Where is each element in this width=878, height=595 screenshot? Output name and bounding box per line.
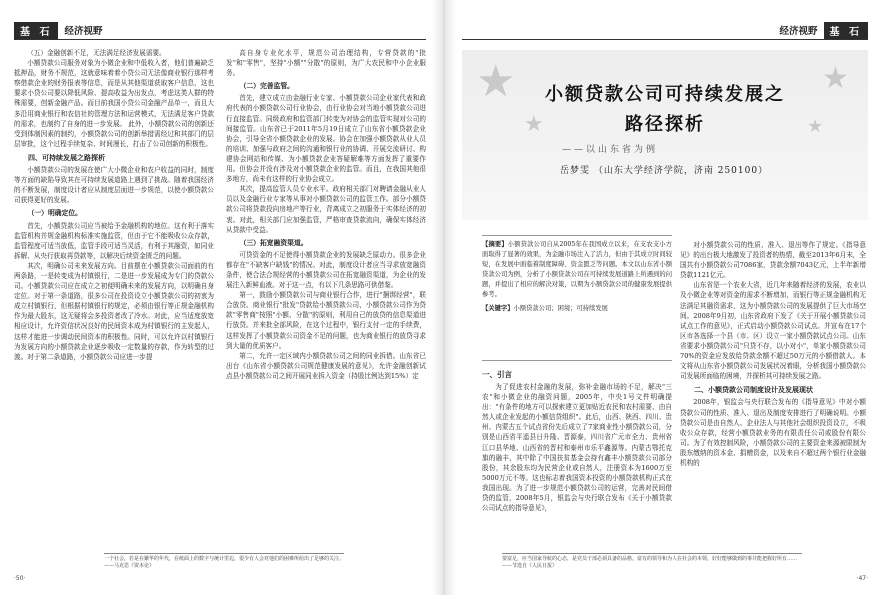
section-heading: 一、引言 bbox=[482, 370, 512, 379]
left-running-header bbox=[14, 22, 109, 38]
star-decoration-icon: ★ bbox=[476, 56, 516, 107]
keywords-body: 小额贷款公司；困境；可持续发展 bbox=[513, 305, 608, 312]
paragraph: 为了促进农村金融的发展，弥补金融市场的不足，解决"三农"和小微企业的融资问题，2005年，中央1号文件明确提出："有条件的地方可以探索建立更加贴近农民和农村需要、由自然人或企业发起的小额信贷组织"。此后，山西、陕西、四川、贵州、内蒙古五个试点省份先后成立了7家商业性小额贷款公司，分别是山西省平遥县日升隆、晋源泰，四川省广元市全力、贵州省江口县华地、山西省的晋村和泰州市乐平鑫源等。内蒙古鄂托克旗的融丰，其中除了中国扶贫基金会持有鑫丰小额贷款公司部分股份，其余股东均为民营企业或自然人，注册资本为1600万至5000万元不等。这也标志着我国资本投资的小额贷款机构正式在我国出现。为了进一步规范小额贷款公司的运营，完善对民间借贷的监管，2008年5月，银监会与央行联合发布《关于小额贷款公司试点的指导意见》， bbox=[482, 383, 672, 513]
paragraph: 首先，建立成立由金融行业专家、小额贷款公司企业家代表和政府代表的小额贷款公司行业协会，由行业协会对当地小额贷款公司进行直接监管。同级政府和监管部门转变为对协会的监管实现对公司的间接监管。山东省已于2011年5月19日成立了山东省小额贷款企业协会，引导全省小额贷款企业的发展。协会在加强小额贷款从业人员的培训、加强与政府之间的沟通和银行业的协调、开展交流研讨、构建协会网站和传媒、为小额贷款企业答疑解难等方面发挥了重要作用。但协会并没有涉及对小额贷款企业的监管。而且，在我国其他很多地方，尚未有这样的行业协会成立。 bbox=[226, 94, 426, 184]
right-page bbox=[462, 22, 868, 584]
abstract-body: 小额贷款公司自从2005年在我国成立以来，在支农支小方面取得了显著的效果，为金融市场注入了活力，但由于其成立时间较短，在发展中面临着制度障碍、资金匮乏等问题。本文以山东省小额贷款公司为例，分析了小额贷款公司在可持续发展道路上所遇到的问题，并提出了相应的解决对策，以期为小额贷款公司的健康发展提供参考。 bbox=[482, 241, 673, 298]
subsection-heading: （一）明确定位。 bbox=[27, 209, 82, 218]
paragraph: 对小额贷款公司的性质、准入、退出等作了规定。《指导意见》的出台极大地激发了投资者的热情，截至2013年6月末，全国共有小额贷款公司7086家，贷款余额7043亿元，上半年新增贷款1121亿元。 bbox=[680, 241, 866, 280]
header-rule bbox=[462, 39, 868, 40]
left-column-1 bbox=[14, 48, 214, 553]
abstract-rule bbox=[482, 360, 672, 361]
right-column-2 bbox=[680, 240, 866, 555]
column-label: 经济视野 bbox=[779, 26, 818, 37]
keywords bbox=[482, 304, 672, 314]
book-gutter bbox=[432, 0, 456, 595]
right-column-1 bbox=[482, 382, 672, 554]
title-line: 小额贷款公司可持续发展之 bbox=[545, 84, 785, 105]
abstract-block bbox=[482, 240, 672, 314]
column-label: 经济视野 bbox=[64, 26, 103, 37]
paragraph: 首先，小额贷款公司应当被给予金融机构的地位。这有利于落实监管机构并规金融机构标准实施监管，但由于它不能吸收公众存款，监管程度可适当放低，监管手段可适当灵活，有利于其融资，如同业拆解、从央行获取再贷款等，以解决后续资金匮乏的问题。 bbox=[14, 221, 214, 260]
header-rule bbox=[14, 39, 426, 40]
paragraph: 小额贷款公司服务对象为小微企业和中低收入者，他们普遍缺乏抵押品，财务不规范，这就意味着着小贷公司无法像商业银行那样考察借款企业的财务报表等信息，而是从其他渠道获取客户信息，这也要求小贷公司要以降低风险、提高收益为出发点，考虑这类人群的特殊需要，创新金融产品。而目前我国小贷公司金融产品单一，而且大多沿用商业银行和农信社的管理方法和运营模式，无法满足客户贷款的需求，也制约了自身的进一步发展。 此外，小额贷款公司的创新还受到体制因素的制约，小额贷款公司的创新举措需经过和其部门的层层审批，这个过程手续复杂、时间漫长，打击了公司创新的积极性。 bbox=[14, 59, 214, 148]
paragraph: 其次，提高监管人员专业水平。政府相关部门对聘请金融从业人员以及金融行业专家等从事对小额贷款公司的监管工作。部分小额贷款公司将贷款投向房地产等行业，背离成立之初服务于实体经济的初衷。对此，相关部门应加强监管，严格审查贷款流向，确保实体经济从贷款中受益。 bbox=[226, 185, 426, 234]
subsection-heading: （二）完善监管。 bbox=[239, 82, 294, 91]
paragraph: 高自身专业化水平，规范公司治理结构，专营贷款的"批发"和"零售"，坚持"小额""分散"的原则，为广大农民和中小企业服务。 bbox=[226, 49, 426, 78]
paragraph: 山东省是一个农业大省，近几年来随着经济的发展，农业以及小微企业等对资金的需求不断增加，而银行等正规金融机构无法满足其融资需求，这为小额贷款公司的发展提供了巨大市场空间。2008年9月初，山东省政府下发了《关于开展小额贷款公司试点工作的意见》，正式启动小额贷款公司试点。并宣布在17个区市各选择一个县（市、区）设立一家小额贷款试点公司。山东省要求小额贷款公司"只贷不存，以小对小"，单家小额贷款公司70%的资金应发放给贷款余额不超过50万元的小额借款人。本文将从山东省小额贷款公司发展状况着眼，分析我国小额贷款公司发展所面临的困境，并探析其可持续发展之路。 bbox=[680, 281, 866, 381]
paragraph: 可贷资金的不足使得小额贷款企业的发展缺乏原动力。很多企业都存在"不缺客户缺钱"的情况。对此，制度设计者应当寻求放宽融资条件，使合法合规经营的小额贷款公司在拓宽融资渠道，为企业的发展注入新鲜血液。对于这一点，有以下几条思路可供借鉴。 bbox=[226, 250, 426, 290]
right-running-header bbox=[774, 22, 869, 38]
page-number: ·50· bbox=[14, 575, 26, 582]
section-heading: 二、小额贷款公司制度设计及发展现状 bbox=[694, 386, 813, 395]
keywords-label: 【关键字】 bbox=[482, 305, 514, 312]
left-page bbox=[14, 22, 426, 584]
paragraph: 小额贷款公司的发展在使广大小微企业和农户收益的同时，制度等方面的缺陷导致其在可持续发展道路上遇到了挑战。随着我国经济的不断发展，制度设计者应从制度层面进一步规范，以使小额贷款公司获得更好的发展。 bbox=[14, 166, 214, 205]
author-line: 岳梦雯 （山东大学经济学院，济南 250100） bbox=[560, 166, 769, 176]
abstract-text bbox=[482, 240, 672, 300]
right-footnote: 要富足，应当国家导航的心态，是党员干部必须具备的品格。富有的领导和为人在社会的本领，好好能够做到的事并能把握好所有……——节选自《人民日报》 bbox=[502, 553, 802, 570]
left-columns bbox=[14, 48, 426, 553]
left-footnote: 一个社会，若是在繁华的年代，在纸面上的数字与统计里边，很少有人会对他们的困难所给出了足够的关注。——马克思《资本论》 bbox=[104, 553, 344, 570]
article-title bbox=[462, 80, 868, 140]
column-badge: 基 石 bbox=[824, 22, 868, 39]
article-subtitle: ——以山东省为例 bbox=[562, 145, 659, 155]
abstract-rule bbox=[482, 235, 672, 236]
star-decoration-icon: ★ bbox=[524, 112, 544, 137]
star-decoration-icon: ★ bbox=[807, 116, 824, 137]
paragraph: （五）金融创新不足，无法满足经济发展需要。 bbox=[27, 49, 166, 57]
abstract-label: 【摘要】 bbox=[482, 241, 508, 248]
paragraph: 第一，鼓励小额贷款公司与商业银行合作，进行"捆绑经营"，联合放贷。商业银行"批发"贷款给小额贷款公司，小额贷款公司作为贷款"零售商"按照"小额、分散"的原则，利用自己的放贷的信息渠道进行放贷。并来批全部风险，在这个过程中，银行支付一定的手续费，这样发挥了小额贷款公司资金不足的问题，也为商业银行的放贷寻求到大量的优质客户。 bbox=[226, 291, 426, 350]
page-number: ·47· bbox=[856, 575, 868, 582]
paragraph: 其次，明确公司未来发展方向。目前摆在小额贷款公司面前的有两条路，一是转变成为村镇银行，二是进一步发展成为专门的贷款公司。小额贷款公司应在成立之初便明确未来的发展方向，以明确自身定位。对于第一条道路，很多公司在投资设立小额贷款公司的初衷为成立村镇银行，但根据村镇银行的规定，必须由银行等正规金融机构作为最大股东，这无疑将会多投资者改了冷水。对此，应当适度放宽相应设计，允许资信状况良好的民间资本成为村镇银行的主发起人，这样才能进一步调动民间资本的积极性。同时，可以允许以村镇银行为发展方向的小额贷款企业逐步吸收一定数量的存款，作为转型的过渡。对于第二条道路，小额贷款公司应进一步提 bbox=[14, 261, 214, 361]
paragraph: 2008年，银监会与央行联合发布的《指导意见》中对小额贷款公司的性质、准入、退出及制度安排进行了明确说明。小额贷款公司是由自然人、企业法人与其他社会组织投资设立，不吸收公众存款，经营小额贷款业务的有限责任公司或股份有限公司。为了有效控制风险，小额贷款公司的主要资金来源被限制为股东缴纳的资本金、捐赠资金，以及来自不超过两个银行业金融机构的 bbox=[680, 398, 866, 467]
title-line: 路径探析 bbox=[625, 114, 705, 135]
column-badge: 基 石 bbox=[14, 22, 58, 39]
left-column-2 bbox=[226, 48, 426, 553]
section-heading: 四、可持续发展之路探析 bbox=[28, 153, 105, 162]
paragraph: 第二，允许一定区域内小额贷款公司之间的同业拆借。山东省已出台《山东省小额贷款公司规范健康发展的意见》，允许金融创新试点县小额贷款公司之间开展同业拆入资金（持股比例达到15%）定 bbox=[226, 351, 426, 380]
subsection-heading: （三）拓宽融资渠道。 bbox=[239, 238, 308, 247]
star-decoration-icon: ★ bbox=[822, 61, 849, 96]
